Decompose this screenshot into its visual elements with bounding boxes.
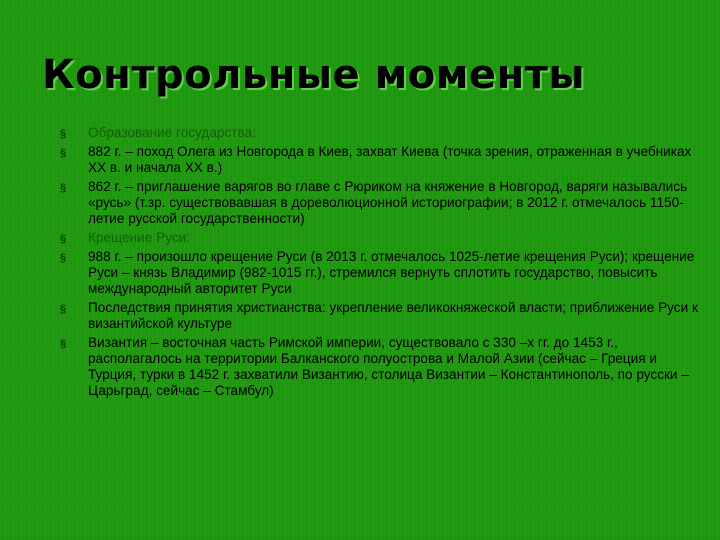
bullet-marker-icon: §: [60, 233, 67, 245]
bullet-text: Византия – восточная часть Римской империи, существовало с 330 –х гг. до 1453 г., располагалось на территории Балканского полуострова и Малой Азии (сейчас – Греция и Турция, турки в 1452 г. захватили Византию, столица Византии – Константинополь, по русски – Царьград, сейчас – Стамбул): [88, 335, 689, 398]
bullet-text: Крещение Руси:: [88, 230, 190, 245]
bullet-text: 882 г. – поход Олега из Новгорода в Киев, захват Киева (точка зрения, отраженная в учебниках ХХ в. и начала ХХ в.): [88, 144, 692, 175]
bullet-marker-icon: §: [60, 128, 67, 140]
bullet-list: [60, 125, 700, 402]
bullet-marker-icon: §: [60, 252, 67, 264]
list-item: [60, 335, 700, 399]
bullet-marker-icon: §: [60, 303, 67, 315]
bullet-text: 862 г. – приглашение варягов во главе с Рюриком на княжение в Новгород, варяги назывались «русь» (т.зр. существовавшая в дореволюционной историографии; в 2012 г. отмечалось 1150- летие русской государственности): [88, 179, 688, 226]
bullet-marker-icon: §: [60, 182, 67, 194]
bullet-marker-icon: §: [60, 147, 67, 159]
list-item: [60, 125, 700, 141]
list-item: [60, 144, 700, 176]
bullet-marker-icon: §: [60, 338, 67, 350]
list-item: [60, 230, 700, 246]
bullet-text: Образование государства:: [88, 125, 256, 140]
list-item: [60, 300, 700, 332]
bullet-text: 988 г. – произошло крещение Руси (в 2013 г. отмечалось 1025-летие крещения Руси); крещение Руси – князь Владимир (982-1015 гг.), стремился вернуть сплотить государство, повысить международный авторитет Руси: [88, 249, 695, 296]
slide-title: Контрольные моменты: [42, 52, 586, 98]
bullet-text: Последствия принятия христианства: укрепление великокняжеской власти; приближение Руси к византийской культуре: [88, 300, 698, 331]
list-item: [60, 179, 700, 227]
list-item: [60, 249, 700, 297]
